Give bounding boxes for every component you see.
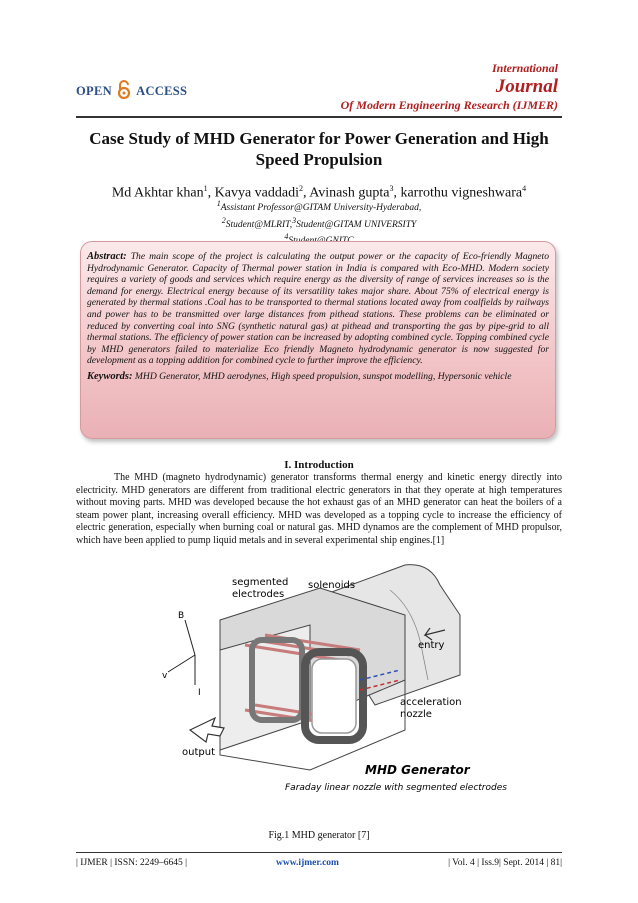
label-entry: entry <box>418 640 445 651</box>
author-name: karrothu vigneshwara <box>400 185 523 201</box>
journal-line-3: Of Modern Engineering Research (IJMER) <box>340 98 558 112</box>
label-i: I <box>198 688 201 698</box>
paper-title: Case Study of MHD Generator for Power Generation and High Speed Propulsion <box>89 129 549 169</box>
footer-issn: | IJMER | ISSN: 2249–6645 | <box>76 858 188 868</box>
author-name: Avinash gupta <box>309 185 390 201</box>
author-sup: 2 <box>298 184 303 193</box>
label-output: output <box>182 747 215 758</box>
affiliation-1: Assistant Professor@GITAM University-Hyderabad, <box>220 203 422 214</box>
footer-rule <box>76 852 562 853</box>
author-name: Kavya vaddadi <box>214 185 299 201</box>
label-nozzle: nozzle <box>400 709 432 720</box>
keywords-label: Keywords: <box>87 370 133 382</box>
author-sup: 4 <box>522 184 527 193</box>
figure-subtitle: Faraday linear nozzle with segmented electrodes <box>285 783 507 793</box>
affil-sup: 1 <box>216 199 221 208</box>
abstract-box <box>80 241 556 439</box>
label-v: v <box>162 671 168 681</box>
affil-sup: 4 <box>284 232 289 242</box>
open-lock-icon <box>117 80 131 99</box>
abstract-text: The main scope of the project is calculating the output power or the capacity of Eco-friendly Magneto Hydrodynamic Generator. Capacity of Thermal power station in India is compared with Eco-MHD. Modern society requires a variety of goods and services which require energy as the diversity of range of services increases so is the demand for energy. Electrical energy because of its versatility takes major share. About 75% of electrical energy is generated by thermal stations .Coal has to be transported to thermal stations located away from coalfields by railways and power has to be transmitted over large distances from pithead stations. These problems can be eliminated or reduced by converting coal into SNG (synthetic natural gas) at pithead and transporting the gas by pipe-grid to all thermal stations. The efficiency of power station can be increased by adopting combined cycle. Topping combined cycle by MHD generators failed to materialize Eco friendly Magneto hydrodynamic generator is now suggested for development as a topping addition for combined cycle to further improve the efficiency. <box>87 251 549 367</box>
footer-volume: | Vol. 4 | Iss.9| Sept. 2014 | 81| <box>448 858 562 868</box>
open-access-text-access: ACCESS <box>136 84 188 98</box>
affil-sup: 3 <box>292 215 297 225</box>
keywords <box>87 370 549 383</box>
affiliation-2b: Student@GITAM UNIVERSITY <box>296 219 417 230</box>
open-access-logo <box>76 80 187 99</box>
author-list: Md Akhtar khan$^1$, Kavya vaddadi$^2$, Avinash gupta$^3$, karrothu vigneshwara$^4$ <box>111 184 527 201</box>
keywords-text: MHD Generator, MHD aerodynes, High speed propulsion, sunspot modelling, Hypersonic vehicle <box>132 370 512 382</box>
output-arrow <box>190 718 224 742</box>
mhd-generator-figure <box>160 560 507 820</box>
section-heading: I. Introduction <box>284 459 354 471</box>
abstract <box>87 251 549 367</box>
label-solenoids: solenoids <box>308 580 356 591</box>
author-name: Md Akhtar khan <box>111 185 204 201</box>
author-sup: 1 <box>203 184 208 193</box>
header-rule <box>76 116 562 118</box>
axis-triad <box>168 620 195 685</box>
label-acceleration: acceleration <box>400 697 462 708</box>
figure-title: MHD Generator <box>365 763 470 777</box>
journal-header <box>0 0 638 120</box>
label-b: B <box>178 611 185 621</box>
journal-line-1: International <box>491 61 558 75</box>
affil-sup: 2 <box>221 215 226 225</box>
label-electrodes: electrodes <box>232 589 285 600</box>
author-sup: 3 <box>389 184 394 193</box>
footer-website-link[interactable]: www.ijmer.com <box>276 858 339 868</box>
intro-paragraph: The MHD (magneto hydrodynamic) generator transforms thermal energy and kinetic energy directly into electricity. MHD generators are different from traditional electric generators in that they operate at high temperatures without moving parts. MHD was developed because the hot exhaust gas of an MHD generator can heat the boilers of a steam power plant, increasing overall efficiency. MHD was developed as a topping cycle to increase the efficiency of electric generation, especially when burning coal or natural gas. MHD dynamos are the complement of MHD propulsor, which have been applied to pump liquid metals and in several experimental ship engines.[1] <box>76 472 562 546</box>
label-segmented: segmented <box>232 577 289 588</box>
solenoid-ring-2-inner <box>312 659 356 733</box>
abstract-label: Abstract: <box>87 251 127 262</box>
open-access-text-open: OPEN <box>76 84 112 98</box>
figure-caption: Fig.1 MHD generator [7] <box>268 830 370 841</box>
affiliation-2a: Student@MLRIT, <box>225 219 293 230</box>
journal-line-2: Journal <box>495 76 558 97</box>
